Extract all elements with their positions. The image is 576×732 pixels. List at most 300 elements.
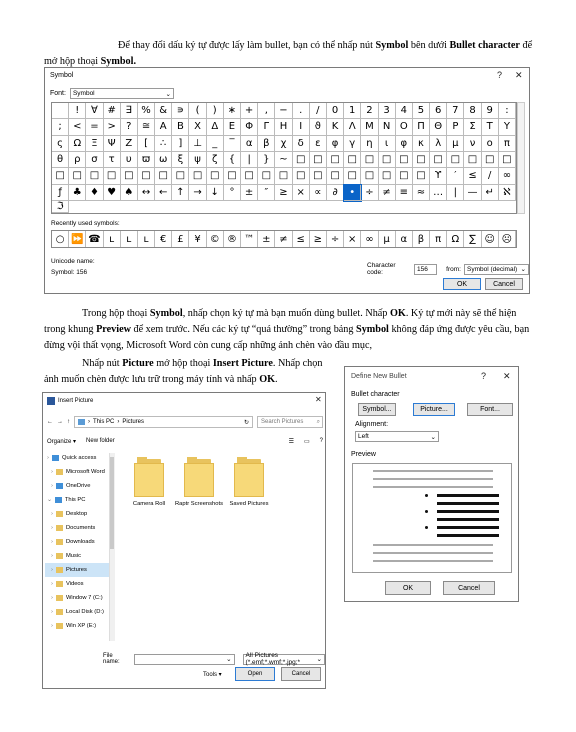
symbol-cell[interactable]: & <box>155 103 172 119</box>
symbol-cell[interactable]: 7 <box>447 103 464 119</box>
symbol-cell[interactable]: 3 <box>379 103 396 119</box>
nav-item[interactable]: › Window 7 (C:) <box>51 595 103 601</box>
symbol-cell[interactable]: Β <box>172 119 189 135</box>
symbol-cell[interactable]: α <box>241 136 258 152</box>
organize-menu[interactable]: Organize ▾ <box>47 438 77 445</box>
symbol-cell[interactable]: □ <box>396 152 413 168</box>
symbol-cell[interactable]: □ <box>396 168 413 184</box>
file-name-input[interactable] <box>134 654 234 665</box>
recent-symbols[interactable] <box>51 230 517 248</box>
recent-symbol-cell[interactable]: ™ <box>241 231 258 247</box>
symbol-cell[interactable]: □ <box>138 168 155 184</box>
paragraph-1: Để thay đổi dấu ký tự được lấy làm bullet, bạn có thể nhấp nút Symbol bên dưới Bullet character để mở hộp thoại Symbol. <box>44 40 533 67</box>
symbol-cell[interactable]: ≥ <box>275 185 292 201</box>
recent-symbol-cell[interactable]: € <box>155 231 172 247</box>
symbol-cell[interactable]: ο <box>482 136 499 152</box>
symbol-cell[interactable]: Ξ <box>86 136 103 152</box>
symbol-cell[interactable]: □ <box>310 152 327 168</box>
path-box[interactable]: › This PC › Pictures ↻ <box>74 416 253 428</box>
symbol-cell[interactable]: ∀ <box>86 103 103 119</box>
folder-item[interactable]: Raptr Screenshots <box>175 457 223 507</box>
folder-icon <box>56 525 63 531</box>
preview-line <box>437 534 499 537</box>
symbol-cell[interactable]: □ <box>379 168 396 184</box>
chevron-right-icon[interactable]: › <box>51 595 53 601</box>
recent-symbol-cell[interactable]: × <box>344 231 361 247</box>
symbol-cell[interactable]: ϑ <box>310 119 327 135</box>
chevron-right-icon[interactable]: › <box>51 623 53 629</box>
preview-line <box>373 470 493 472</box>
symbol-cell[interactable]: Π <box>413 119 430 135</box>
folder-icon <box>56 623 63 629</box>
symbol-grid[interactable] <box>51 102 517 214</box>
chevron-right-icon[interactable]: › <box>51 553 53 559</box>
preview-label: Preview <box>351 451 376 458</box>
symbol-cell[interactable]: ] <box>172 136 189 152</box>
from-select[interactable]: Symbol (decimal) ⌄ <box>464 264 529 275</box>
symbol-cell[interactable]: 5 <box>413 103 430 119</box>
symbol-cell[interactable]: ∗ <box>224 103 241 119</box>
folder-icon <box>55 497 62 503</box>
pictures-icon <box>78 419 85 425</box>
symbol-cell[interactable]: □ <box>207 168 224 184</box>
symbol-cell[interactable]: 4 <box>396 103 413 119</box>
symbol-cell[interactable]: ω <box>155 152 172 168</box>
symbol-cell[interactable]: { <box>224 152 241 168</box>
preview-line <box>373 560 493 562</box>
recent-symbol-cell[interactable]: ≥ <box>310 231 327 247</box>
symbol-cell[interactable]: − <box>275 103 292 119</box>
symbol-cell[interactable]: □ <box>155 168 172 184</box>
recent-symbol-cell[interactable]: ® <box>224 231 241 247</box>
symbol-cell[interactable]: □ <box>121 168 138 184</box>
alignment-label: Alignment: <box>355 421 389 428</box>
symbol-cell[interactable]: ♥ <box>104 185 121 201</box>
symbol-cell[interactable]: ℵ <box>499 185 516 201</box>
preview-line <box>437 526 499 529</box>
symbol-cell[interactable]: Σ <box>464 119 481 135</box>
symbol-cell[interactable]: □ <box>379 152 396 168</box>
chevron-right-icon[interactable]: › <box>51 567 53 573</box>
symbol-cell[interactable]: μ <box>447 136 464 152</box>
picture-button[interactable]: Picture... <box>413 403 455 416</box>
nav-item[interactable]: › OneDrive <box>51 483 91 489</box>
recent-symbol-cell[interactable]: ʟ <box>104 231 121 247</box>
symbol-cell[interactable]: ∝ <box>310 185 327 201</box>
symbol-cell[interactable]: □ <box>172 168 189 184</box>
preview-line <box>373 478 493 480</box>
folder-icon <box>56 581 63 587</box>
symbol-cell[interactable]: ≤ <box>464 168 481 184</box>
nav-item[interactable]: › Downloads <box>51 539 95 545</box>
folder-item[interactable]: Saved Pictures <box>225 457 273 507</box>
refresh-icon[interactable]: ↻ <box>243 419 249 426</box>
symbol-cell[interactable]: □ <box>52 168 69 184</box>
symbol-cell[interactable]: ℑ <box>52 201 69 213</box>
recent-symbol-cell[interactable]: ± <box>258 231 275 247</box>
symbol-cell[interactable]: _ <box>207 136 224 152</box>
folder-icon <box>56 469 63 475</box>
symbol-cell[interactable]: □ <box>258 168 275 184</box>
recent-symbol-cell[interactable]: π <box>430 231 447 247</box>
symbol-cell[interactable]: ? <box>121 119 138 135</box>
symbol-cell[interactable]: % <box>138 103 155 119</box>
chevron-right-icon[interactable]: › <box>51 511 53 517</box>
title-bar: Insert Picture <box>47 397 93 405</box>
nav-item[interactable]: › Music <box>51 553 82 559</box>
chevron-right-icon: › <box>117 419 120 425</box>
symbol-cell[interactable]: φ <box>396 136 413 152</box>
symbol-cell[interactable]: Θ <box>430 119 447 135</box>
symbol-cell[interactable]: ) <box>207 103 224 119</box>
symbol-cell[interactable]: □ <box>344 168 361 184</box>
symbol-cell[interactable]: | <box>447 185 464 201</box>
symbol-cell[interactable]: ϖ <box>138 152 155 168</box>
address-bar <box>47 415 323 429</box>
symbol-cell[interactable]: . <box>293 103 310 119</box>
preview-pane-icon[interactable]: ▭ <box>303 438 310 445</box>
close-button[interactable]: ✕ <box>515 70 523 80</box>
symbol-cell[interactable]: □ <box>482 152 499 168</box>
symbol-cell[interactable]: # <box>104 103 121 119</box>
symbol-cell[interactable]: □ <box>464 152 481 168</box>
symbol-cell[interactable]: σ <box>86 152 103 168</box>
symbol-cell[interactable]: Κ <box>327 119 344 135</box>
symbol-cell[interactable]: □ <box>344 152 361 168</box>
symbol-cell[interactable]: □ <box>327 152 344 168</box>
recent-symbol-cell[interactable]: ∞ <box>361 231 378 247</box>
symbol-cell[interactable]: < <box>69 119 86 135</box>
folder-icon <box>56 483 63 489</box>
navigation-pane <box>45 451 115 649</box>
symbol-cell[interactable]: ↵ <box>482 185 499 201</box>
recent-symbol-cell[interactable]: ʟ <box>121 231 138 247</box>
symbol-cell[interactable] <box>52 103 69 119</box>
symbol-cell[interactable]: ≅ <box>138 119 155 135</box>
nav-item[interactable]: › Desktop <box>51 511 88 517</box>
symbol-cell[interactable]: □ <box>69 168 86 184</box>
tools-menu[interactable]: Tools ▾ <box>203 672 222 678</box>
symbol-cell[interactable]: ≡ <box>396 185 413 201</box>
chevron-right-icon[interactable]: › <box>51 539 53 545</box>
recent-symbol-cell[interactable]: ʟ <box>138 231 155 247</box>
symbol-cell[interactable]: 6 <box>430 103 447 119</box>
symbol-cell[interactable]: □ <box>447 152 464 168</box>
symbol-cell[interactable]: □ <box>241 168 258 184</box>
file-type-select[interactable]: All Pictures (*.emf;*.wmf;*.jpg;* ⌄ <box>243 654 325 665</box>
symbol-cell[interactable]: + <box>241 103 258 119</box>
recent-symbol-cell[interactable]: ⏩ <box>69 231 86 247</box>
cancel-button[interactable]: Cancel <box>281 667 321 681</box>
symbol-cell[interactable]: □ <box>189 168 206 184</box>
symbol-cell[interactable]: Η <box>275 119 292 135</box>
symbol-cell[interactable]: ξ <box>172 152 189 168</box>
symbol-cell[interactable]: ″ <box>258 185 275 201</box>
symbol-cell[interactable]: = <box>86 119 103 135</box>
symbol-cell[interactable]: ϒ <box>430 168 447 184</box>
open-button[interactable]: Open <box>235 667 275 681</box>
symbol-cell[interactable]: □ <box>413 152 430 168</box>
chevron-right-icon[interactable]: › <box>51 483 53 489</box>
symbol-cell[interactable]: Ο <box>396 119 413 135</box>
symbol-cell[interactable]: π <box>499 136 516 152</box>
folder-item[interactable]: Camera Roll <box>125 457 173 507</box>
symbol-cell[interactable]: 2 <box>361 103 378 119</box>
symbol-cell[interactable]: □ <box>430 152 447 168</box>
symbol-cell[interactable]: ~ <box>275 152 292 168</box>
symbol-cell[interactable]: ′ <box>447 168 464 184</box>
symbol-cell[interactable]: ν <box>464 136 481 152</box>
nav-item[interactable]: ⌄ This PC <box>47 497 86 503</box>
char-code-row: Character code: 156 from: Symbol (decimal) ⌄ <box>367 262 529 276</box>
symbol-cell[interactable]: ! <box>69 103 86 119</box>
folder-icon <box>184 457 214 497</box>
symbol-cell[interactable]: η <box>361 136 378 152</box>
symbol-cell[interactable]: ± <box>241 185 258 201</box>
symbol-cell[interactable]: ← <box>155 185 172 201</box>
symbol-cell[interactable]: ( <box>189 103 206 119</box>
bullet-icon <box>425 510 428 513</box>
symbol-cell[interactable]: Ι <box>293 119 310 135</box>
symbol-cell[interactable]: ∂ <box>327 185 344 201</box>
symbol-cell[interactable]: ζ <box>207 152 224 168</box>
nav-item[interactable]: › Local Disk (D:) <box>51 609 104 615</box>
dialog-title: Symbol <box>50 72 74 79</box>
symbol-cell[interactable]: ∍ <box>172 103 189 119</box>
symbol-cell[interactable]: Χ <box>189 119 206 135</box>
symbol-cell[interactable]: γ <box>344 136 361 152</box>
back-icon[interactable]: ← <box>47 419 53 425</box>
symbol-cell[interactable]: Λ <box>344 119 361 135</box>
chevron-right-icon[interactable]: ⌄ <box>47 497 52 503</box>
symbol-cell[interactable]: □ <box>104 168 121 184</box>
symbol-cell[interactable]: Φ <box>241 119 258 135</box>
recent-symbol-cell[interactable]: £ <box>172 231 189 247</box>
folder-icon <box>56 567 63 573</box>
symbol-cell[interactable]: • <box>344 185 361 201</box>
chevron-right-icon[interactable]: › <box>47 455 49 461</box>
cancel-button[interactable]: Cancel <box>443 581 495 595</box>
symbol-cell[interactable]: λ <box>430 136 447 152</box>
symbol-cell[interactable]: Ψ <box>104 136 121 152</box>
chevron-down-icon: ⌄ <box>165 90 171 98</box>
close-button[interactable]: ✕ <box>315 395 322 404</box>
symbol-cell[interactable]: □ <box>499 152 516 168</box>
new-folder-button[interactable]: New folder <box>86 438 115 444</box>
symbol-cell[interactable]: Α <box>155 119 172 135</box>
symbol-cell[interactable]: □ <box>310 168 327 184</box>
nav-item[interactable]: › Documents <box>51 525 96 531</box>
font-select[interactable]: Symbol ⌄ <box>70 88 174 99</box>
symbol-cell[interactable]: ; <box>52 119 69 135</box>
symbol-cell[interactable]: Μ <box>361 119 378 135</box>
symbol-cell[interactable]: ε <box>310 136 327 152</box>
symbol-cell[interactable]: … <box>430 185 447 201</box>
symbol-cell[interactable]: ∞ <box>499 168 516 184</box>
chevron-right-icon: › <box>88 419 90 425</box>
symbol-cell[interactable]: □ <box>86 168 103 184</box>
symbol-cell[interactable]: ♣ <box>69 185 86 201</box>
symbol-cell[interactable]: ƒ <box>52 185 69 201</box>
symbol-cell[interactable]: ♦ <box>86 185 103 201</box>
symbol-cell[interactable]: ‾ <box>224 136 241 152</box>
search-icon: ⌕ <box>316 418 320 425</box>
symbol-cell[interactable]: □ <box>361 168 378 184</box>
symbol-cell[interactable]: 9 <box>482 103 499 119</box>
symbol-cell[interactable]: ≈ <box>413 185 430 201</box>
preview-pane <box>352 463 512 573</box>
symbol-cell[interactable]: Ω <box>69 136 86 152</box>
preview-line <box>437 510 499 513</box>
symbol-cell[interactable]: ψ <box>189 152 206 168</box>
nav-item[interactable]: › Quick access <box>47 455 97 461</box>
grid-scrollbar[interactable] <box>517 102 525 214</box>
chevron-right-icon[interactable]: › <box>51 469 53 475</box>
view-icon[interactable]: ☰ <box>288 438 294 445</box>
preview-line <box>373 486 493 488</box>
symbol-cell[interactable]: Ζ <box>121 136 138 152</box>
symbol-cell[interactable]: ↓ <box>207 185 224 201</box>
close-button[interactable]: ✕ <box>503 371 511 381</box>
symbol-cell[interactable]: Ρ <box>447 119 464 135</box>
folder-icon <box>56 539 63 545</box>
symbol-cell[interactable]: | <box>241 152 258 168</box>
symbol-cell[interactable]: × <box>293 185 310 201</box>
ok-button[interactable]: OK <box>443 278 481 290</box>
symbol-cell[interactable]: Τ <box>482 119 499 135</box>
symbol-cell[interactable]: / <box>482 168 499 184</box>
symbol-cell[interactable]: 1 <box>344 103 361 119</box>
define-new-bullet-dialog <box>344 366 519 602</box>
symbol-cell[interactable]: / <box>310 103 327 119</box>
search-input[interactable]: Search Pictures ⌕ <box>257 416 323 428</box>
recent-label: Recently used symbols: <box>51 220 120 227</box>
recent-symbol-cell[interactable]: ☹ <box>499 231 516 247</box>
cancel-button[interactable]: Cancel <box>485 278 523 290</box>
nav-scrollbar-thumb[interactable] <box>110 457 114 549</box>
chevron-down-icon: ⌄ <box>520 266 526 273</box>
symbol-cell[interactable]: → <box>189 185 206 201</box>
char-code-input[interactable]: 156 <box>414 264 437 275</box>
symbol-cell[interactable]: ς <box>52 136 69 152</box>
alignment-select[interactable]: Left ⌄ <box>355 431 439 442</box>
recent-symbol-cell[interactable]: ≤ <box>293 231 310 247</box>
symbol-cell[interactable]: □ <box>224 168 241 184</box>
symbol-cell[interactable]: ∃ <box>121 103 138 119</box>
symbol-cell[interactable]: □ <box>293 168 310 184</box>
symbol-cell[interactable]: 0 <box>327 103 344 119</box>
symbol-cell[interactable]: 8 <box>464 103 481 119</box>
dialog-title: Define New Bullet <box>351 373 407 380</box>
symbol-cell[interactable]: Δ <box>207 119 224 135</box>
symbol-cell[interactable]: □ <box>413 168 430 184</box>
symbol-cell[interactable]: θ <box>52 152 69 168</box>
symbol-cell[interactable]: □ <box>361 152 378 168</box>
recent-symbol-cell[interactable]: ∑ <box>464 231 481 247</box>
symbol-cell[interactable]: } <box>258 152 275 168</box>
symbol-cell[interactable]: ⊥ <box>189 136 206 152</box>
chevron-down-icon: ⌄ <box>316 656 322 663</box>
recent-symbol-cell[interactable]: α <box>396 231 413 247</box>
recent-symbol-cell[interactable]: ≠ <box>275 231 292 247</box>
recent-symbol-cell[interactable]: © <box>207 231 224 247</box>
folder-icon <box>56 511 63 517</box>
symbol-cell[interactable]: : <box>499 103 516 119</box>
symbol-cell[interactable]: Ε <box>224 119 241 135</box>
recent-symbol-cell[interactable]: ○ <box>52 231 69 247</box>
recent-symbol-cell[interactable]: ☎ <box>86 231 103 247</box>
symbol-cell[interactable]: , <box>258 103 275 119</box>
recent-symbol-cell[interactable]: ÷ <box>327 231 344 247</box>
symbol-cell[interactable]: □ <box>293 152 310 168</box>
symbol-cell[interactable]: Γ <box>258 119 275 135</box>
chevron-right-icon[interactable]: › <box>51 581 53 587</box>
symbol-cell[interactable]: ↑ <box>172 185 189 201</box>
symbol-cell[interactable]: □ <box>275 168 292 184</box>
help-icon[interactable]: ? <box>319 438 323 444</box>
symbol-button[interactable]: Symbol... <box>358 403 396 416</box>
symbol-cell[interactable]: β <box>258 136 275 152</box>
recent-symbol-cell[interactable]: µ <box>379 231 396 247</box>
symbol-cell[interactable]: [ <box>138 136 155 152</box>
nav-item[interactable]: › Videos <box>51 581 84 587</box>
recent-symbol-cell[interactable]: β <box>413 231 430 247</box>
symbol-cell[interactable]: δ <box>293 136 310 152</box>
folder-icon <box>56 553 63 559</box>
recent-symbol-cell[interactable]: Ω <box>447 231 464 247</box>
recent-symbol-cell[interactable]: ☺ <box>482 231 499 247</box>
forward-icon[interactable]: → <box>57 419 63 425</box>
symbol-cell[interactable]: ♠ <box>121 185 138 201</box>
symbol-cell[interactable]: ° <box>224 185 241 201</box>
font-label: Font: <box>50 90 66 97</box>
symbol-cell[interactable]: ∴ <box>155 136 172 152</box>
symbol-cell[interactable]: χ <box>275 136 292 152</box>
symbol-cell[interactable]: ι <box>379 136 396 152</box>
symbol-cell[interactable]: □ <box>327 168 344 184</box>
recent-symbol-cell[interactable]: ¥ <box>189 231 206 247</box>
symbol-cell[interactable]: ↔ <box>138 185 155 201</box>
ok-button[interactable]: OK <box>385 581 431 595</box>
symbol-cell[interactable]: τ <box>104 152 121 168</box>
up-icon[interactable]: ↑ <box>67 419 70 425</box>
bullet-icon <box>425 494 428 497</box>
symbol-cell[interactable]: ρ <box>69 152 86 168</box>
symbol-cell[interactable]: φ <box>327 136 344 152</box>
nav-item[interactable]: › Win XP (E:) <box>51 623 97 629</box>
font-button[interactable]: Font... <box>467 403 513 416</box>
nav-item[interactable]: › Pictures <box>45 563 115 577</box>
symbol-cell[interactable]: > <box>104 119 121 135</box>
symbol-cell[interactable]: υ <box>121 152 138 168</box>
symbol-cell[interactable]: ÷ <box>361 185 378 201</box>
preview-line <box>373 552 493 554</box>
preview-line <box>437 518 499 521</box>
symbol-cell[interactable]: Υ <box>499 119 516 135</box>
symbol-cell[interactable]: — <box>464 185 481 201</box>
folder-icon <box>52 455 59 461</box>
chevron-right-icon[interactable]: › <box>51 525 53 531</box>
chevron-right-icon[interactable]: › <box>51 609 53 615</box>
help-button[interactable]: ? <box>481 371 487 381</box>
symbol-cell[interactable]: ≠ <box>379 185 396 201</box>
symbol-cell[interactable]: κ <box>413 136 430 152</box>
nav-item[interactable]: › Microsoft Word <box>51 469 105 475</box>
bullet-icon <box>425 526 428 529</box>
toolbar <box>47 435 323 447</box>
help-button[interactable]: ? <box>497 70 503 80</box>
symbol-cell[interactable]: Ν <box>379 119 396 135</box>
